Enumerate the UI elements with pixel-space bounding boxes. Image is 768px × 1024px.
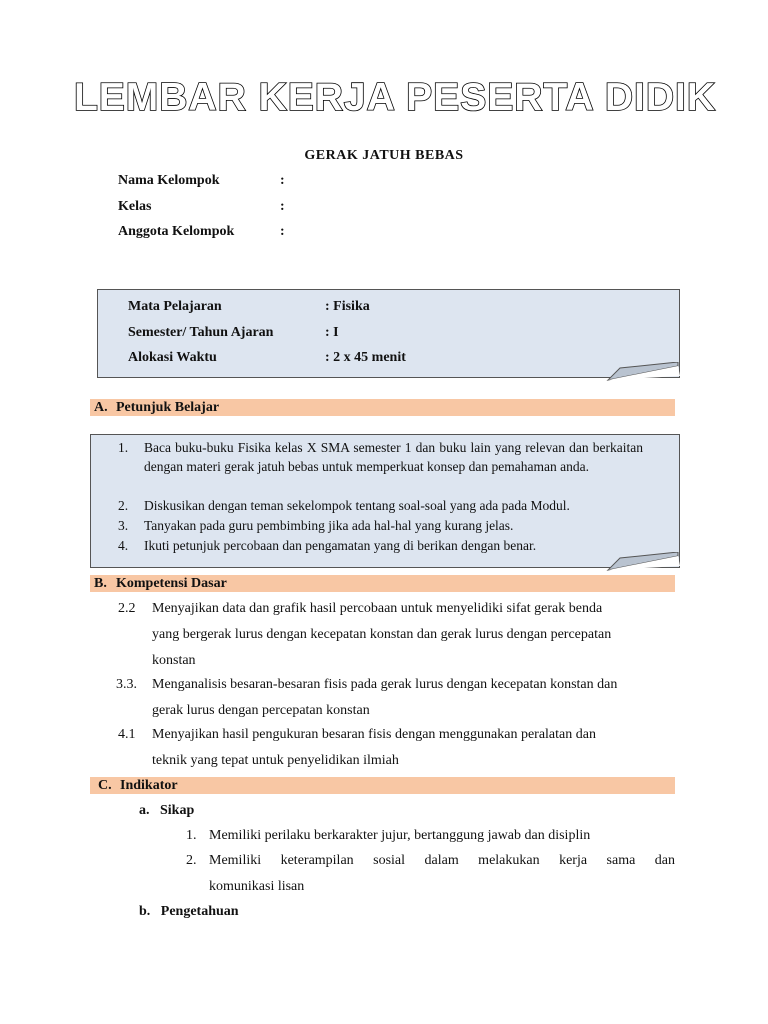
subsection-sikap: a. Sikap [139, 803, 195, 818]
list-item [118, 536, 643, 555]
group-name-colon: : [280, 173, 285, 188]
item-text: Tanyakan pada guru pembimbing jika ada hal-hal yang kurang jelas. [144, 518, 514, 533]
group-name-field [118, 173, 285, 189]
info-row-semester [128, 325, 339, 341]
item-line: gerak lurus dengan percepatan konstan [152, 703, 370, 718]
item-text [144, 438, 643, 476]
item-line: Baca buku-buku Fisika kelas X SMA semester 1 dan buku lain yang relevan dan [144, 440, 589, 455]
info-label: Mata Pelajaran [128, 299, 222, 314]
section-header-b [90, 575, 675, 592]
item-number: 3. [118, 518, 129, 533]
section-letter: C. [98, 778, 112, 793]
item-line: yang bergerak lurus dengan kecepatan konstan dan gerak lurus dengan percepatan [152, 627, 612, 642]
info-value: : 2 x 45 menit [325, 350, 406, 365]
section-header-c [90, 777, 675, 794]
group-members-field [118, 224, 285, 240]
info-row-time [128, 350, 406, 366]
page-subtitle: GERAK JATUH BEBAS [304, 148, 464, 163]
item-number: 2. [118, 498, 129, 513]
section-title: Indikator [120, 778, 178, 793]
item-line: konstan [152, 653, 196, 668]
item-line: Menyajikan hasil pengukuran besaran fisis dengan menggunakan peralatan dan [152, 727, 596, 742]
subsection-pengetahuan: b. Pengetahuan [139, 904, 239, 919]
info-value: : I [325, 325, 339, 340]
item-line: Menyajikan data dan grafik hasil percobaan untuk menyelidiki sifat gerak benda [152, 601, 603, 616]
group-members-label: Anggota Kelompok [118, 224, 235, 239]
class-colon: : [280, 199, 285, 214]
item-number: 1. [186, 828, 197, 843]
class-field [118, 199, 285, 215]
section-title: Petunjuk Belajar [116, 400, 220, 415]
info-label: Semester/ Tahun Ajaran [128, 325, 274, 340]
item-text: Ikuti petunjuk percobaan dan pengamatan yang di berikan dengan benar. [144, 538, 537, 553]
section-letter: A. [94, 400, 108, 415]
group-name-label: Nama Kelompok [118, 173, 220, 188]
info-value: : Fisika [325, 299, 370, 314]
item-line: berkaitan dengan materi gerak jatuh bebas untuk memperkuat konsep dan [144, 440, 644, 474]
item-line: teknik yang tepat untuk penyelidikan ilmiah [152, 753, 399, 768]
info-label: Alokasi Waktu [128, 350, 217, 365]
item-line: Memiliki keterampilan sosial dalam melakukan kerja sama dan [209, 853, 675, 868]
learning-instructions-box [90, 434, 680, 568]
item-line: Memiliki perilaku berkarakter jujur, bertanggung jawab dan disiplin [209, 828, 591, 843]
item-text: Diskusikan dengan teman sekelompok tentang soal-soal yang ada pada Modul. [144, 498, 570, 513]
page-fold-decoration [600, 362, 682, 382]
item-number: 3.3. [116, 677, 137, 692]
info-row-subject [128, 299, 370, 315]
page-fold-decoration [598, 552, 682, 572]
item-number: 4.1 [118, 727, 136, 742]
item-line: komunikasi lisan [209, 879, 305, 894]
class-label: Kelas [118, 199, 152, 214]
section-title: Kompetensi Dasar [116, 576, 227, 591]
section-letter: B. [94, 576, 107, 591]
item-number: 2.2 [118, 601, 136, 616]
item-number: 4. [118, 538, 129, 553]
page-title: LEMBAR KERJA PESERTA DIDIK [73, 76, 717, 119]
group-members-colon: : [280, 224, 285, 239]
section-header-a [90, 399, 675, 416]
item-line: pemahaman anda. [491, 459, 589, 474]
item-number: 1. [118, 440, 129, 455]
item-line: Menganalisis besaran-besaran fisis pada gerak lurus dengan kecepatan konstan dan [152, 677, 618, 692]
course-info-box [97, 289, 680, 378]
list-item [118, 438, 643, 476]
list-item [118, 496, 643, 515]
list-item [118, 516, 643, 535]
item-number: 2. [186, 853, 197, 868]
